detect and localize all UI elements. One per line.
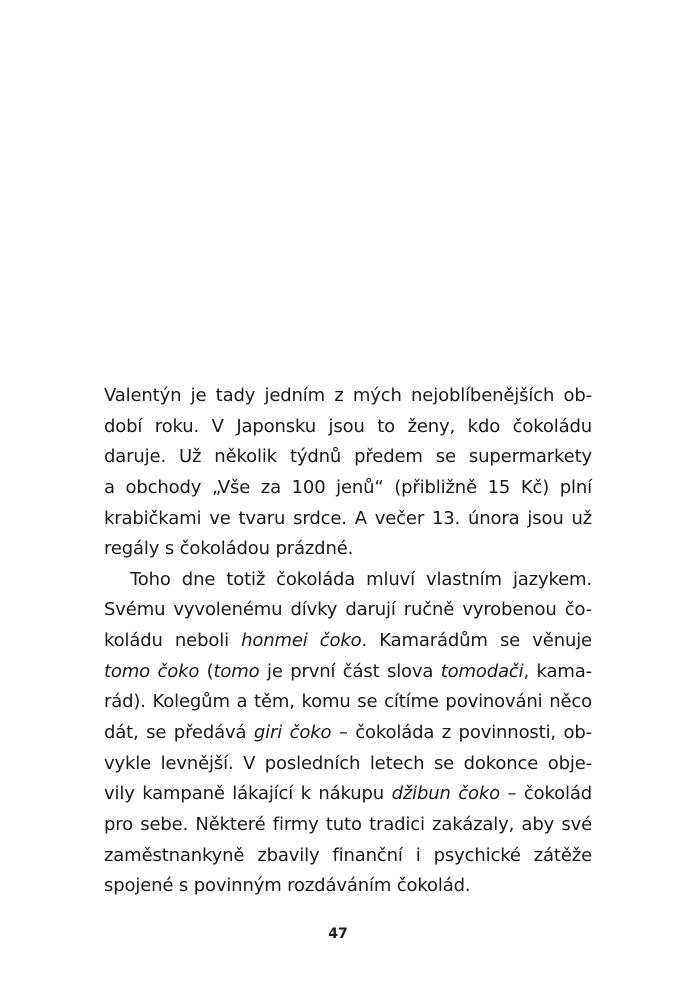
italic-term-honmei-coko: honmei čoko: [241, 630, 362, 652]
paragraph-2-line-6: [104, 718, 592, 749]
italic-term-tomo-coko: tomo čoko: [104, 660, 200, 682]
text-run: . Kamarádům se věnuje: [361, 630, 592, 652]
italic-term-dzibun-coko: džibun čoko: [391, 783, 501, 805]
italic-term-giri-coko: giri čoko: [253, 722, 332, 744]
paragraph-2-line-7: vykle levnější. V posledních letech se dokonce obje-: [104, 752, 592, 774]
paragraph-2-line-5: rád). Kolegům a těm, komu se cítíme povinováni něco: [104, 691, 592, 713]
paragraph-1-line-5: krabičkami ve tvaru srdce. A večer 13. února jsou už: [104, 507, 592, 529]
paragraph-1-line-4: a obchody „Vše za 100 jenů“ (přibližně 15 Kč) plní: [104, 476, 592, 498]
text-run: (: [199, 660, 214, 682]
paragraph-2-line-10: zaměstnankyně zbavily finanční i psychické zátěže: [104, 844, 592, 866]
paragraph-1-line-6: regály s čokoládou prázdné.: [104, 538, 354, 560]
text-run: koládu neboli: [104, 630, 242, 652]
text-run: – čokolád: [500, 783, 592, 805]
text-run: – čokoláda z povinnosti, ob-: [331, 722, 592, 744]
paragraph-2-line-8: [104, 779, 592, 810]
text-run: je první část slova: [259, 660, 441, 682]
paragraph-2-line-3: [104, 626, 592, 657]
paragraph-2-line-2: Svému vyvolenému dívky darují ručně vyrobenou čo-: [104, 599, 592, 621]
body-text: [104, 381, 592, 902]
text-run: dát, se předává: [104, 722, 254, 744]
italic-term-tomo: tomo: [213, 660, 260, 682]
paragraph-2-line-4: [104, 657, 592, 688]
italic-term-tomodaci: tomodači: [440, 660, 524, 682]
paragraph-1-line-2: dobí roku. V Japonsku jsou to ženy, kdo čokoládu: [104, 415, 592, 437]
page-number: 47: [328, 926, 348, 942]
text-run: vily kampaně lákající k nákupu: [104, 783, 392, 805]
paragraph-1-line-3: daruje. Už několik týdnů předem se supermarkety: [104, 446, 592, 468]
text-run: , kama-: [523, 660, 592, 682]
paragraph-1-line-1: Valentýn je tady jedním z mých nejoblíbenějších ob-: [104, 385, 592, 406]
paragraph-2-line-9: pro sebe. Některé firmy tuto tradici zakázaly, aby své: [104, 813, 592, 835]
paragraph-2-line-1: Toho dne totiž čokoláda mluví vlastním jazykem.: [130, 568, 592, 590]
paragraph-2-line-11: spojené s povinným rozdáváním čokolád.: [104, 875, 471, 897]
